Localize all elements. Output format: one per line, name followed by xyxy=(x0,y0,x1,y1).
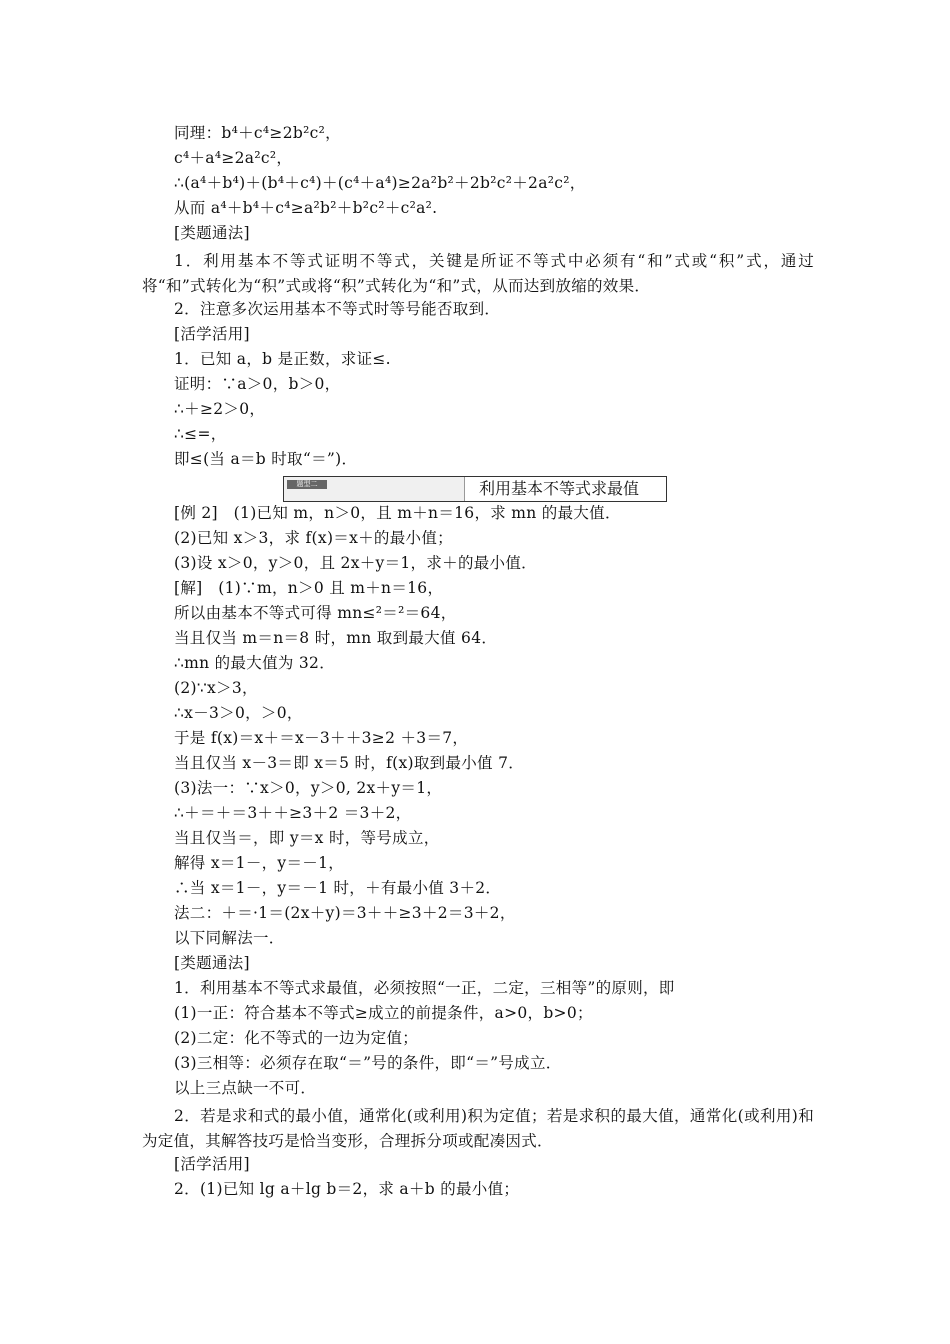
section-tag-label: 题型二 xyxy=(287,480,327,489)
text-line: (3)设 x＞0，y＞0，且 2x＋y＝1，求＋的最小值． xyxy=(174,554,537,572)
text-line: (1)一正：符合基本不等式≥成立的前提条件，a>0，b>0； xyxy=(174,1004,593,1022)
section-title: 利用基本不等式求最值 xyxy=(479,479,640,498)
text-line: 当且仅当 m＝n＝8 时，mn 取到最大值 64． xyxy=(174,629,498,647)
section-heading: [类题通法] xyxy=(174,954,250,972)
text-line: 法二：＋＝·1＝(2x＋y)＝3＋＋≥3＋2＝3＋2， xyxy=(174,904,516,922)
text-line: 当且仅当 x－3＝即 x＝5 时，f(x)取到最小值 7． xyxy=(174,754,525,772)
text-line: ∴x－3＞0，＞0， xyxy=(174,704,303,722)
text-line: [解] (1)∵m，n＞0 且 m＋n＝16， xyxy=(174,579,444,597)
text-line: 2．注意多次运用基本不等式时等号能否取到． xyxy=(174,300,501,318)
text-line: (3)三相等：必须存在取“＝”号的条件，即“＝”号成立． xyxy=(174,1054,562,1072)
section-banner xyxy=(283,476,667,502)
text-line: ∴＋≥2＞0， xyxy=(174,400,266,418)
text-line: ∴＋＝＋＝3＋＋≥3＋2 ＝3＋2， xyxy=(174,804,412,822)
text-line: (2)二定：化不等式的一边为定值； xyxy=(174,1029,419,1047)
text-line: 2．(1)已知 lg a＋lg b＝2，求 a＋b 的最小值； xyxy=(174,1180,520,1198)
text-line: 以上三点缺一不可． xyxy=(174,1079,317,1097)
text-line: 于是 f(x)＝x＋＝x－3＋＋3≥2 ＋3＝7， xyxy=(174,729,469,747)
example-heading: [例 2] (1)已知 m，n＞0，且 m＋n＝16，求 mn 的最大值． xyxy=(174,504,621,522)
text-line: 同理：b⁴＋c⁴≥2b²c²， xyxy=(174,124,341,142)
text-line: (2)已知 x＞3，求 f(x)＝x＋的最小值； xyxy=(174,529,453,547)
text-line: 证明：∵a＞0，b＞0， xyxy=(174,375,341,393)
text-line: 1．利用基本不等式求最值，必须按照“一正，二定，三相等”的原则，即 xyxy=(174,979,675,997)
text-line: 当且仅当＝，即 y＝x 时，等号成立， xyxy=(174,829,440,847)
section-tag xyxy=(284,477,465,501)
section-heading: [类题通法] xyxy=(174,224,250,242)
section-heading: [活学活用] xyxy=(174,325,250,343)
text-line: 1．已知 a，b 是正数，求证≤. xyxy=(174,350,391,368)
text-paragraph: 1．利用基本不等式证明不等式，关键是所证不等式中必须有“和”式或“积”式，通过将“和”式转化为“积”式或将“积”式转化为“和”式，从而达到放缩的效果． xyxy=(142,252,814,295)
text-line: ∴≤=， xyxy=(174,425,227,443)
text-line: 即≤(当 a＝b 时取“＝”)． xyxy=(174,450,358,468)
text-line: c⁴＋a⁴≥2a²c²， xyxy=(174,149,293,167)
text-line: ∴(a⁴＋b⁴)＋(b⁴＋c⁴)＋(c⁴＋a⁴)≥2a²b²＋2b²c²＋2a²c²， xyxy=(174,174,586,192)
text-line: 从而 a⁴＋b⁴＋c⁴≥a²b²＋b²c²＋c²a². xyxy=(174,199,438,217)
text-line: (2)∵x＞3， xyxy=(174,679,258,697)
text-line: (3)法一：∵x＞0，y＞0, 2x＋y＝1， xyxy=(174,779,443,797)
text-line: ∴当 x＝1－，y＝－1 时，＋有最小值 3＋2． xyxy=(174,879,502,897)
text-line: 解得 x＝1－，y＝－1， xyxy=(174,854,345,872)
text-line: 以下同解法一． xyxy=(174,929,285,947)
text-line: 所以由基本不等式可得 mn≤²＝²＝64， xyxy=(174,604,457,622)
text-paragraph: 2．若是求和式的最小值，通常化(或利用)积为定值；若是求积的最大值，通常化(或利用)和为定值，其解答技巧是恰当变形，合理拆分项或配凑因式． xyxy=(142,1107,814,1150)
section-heading: [活学活用] xyxy=(174,1155,250,1173)
text-line: ∴mn 的最大值为 32． xyxy=(174,654,336,672)
